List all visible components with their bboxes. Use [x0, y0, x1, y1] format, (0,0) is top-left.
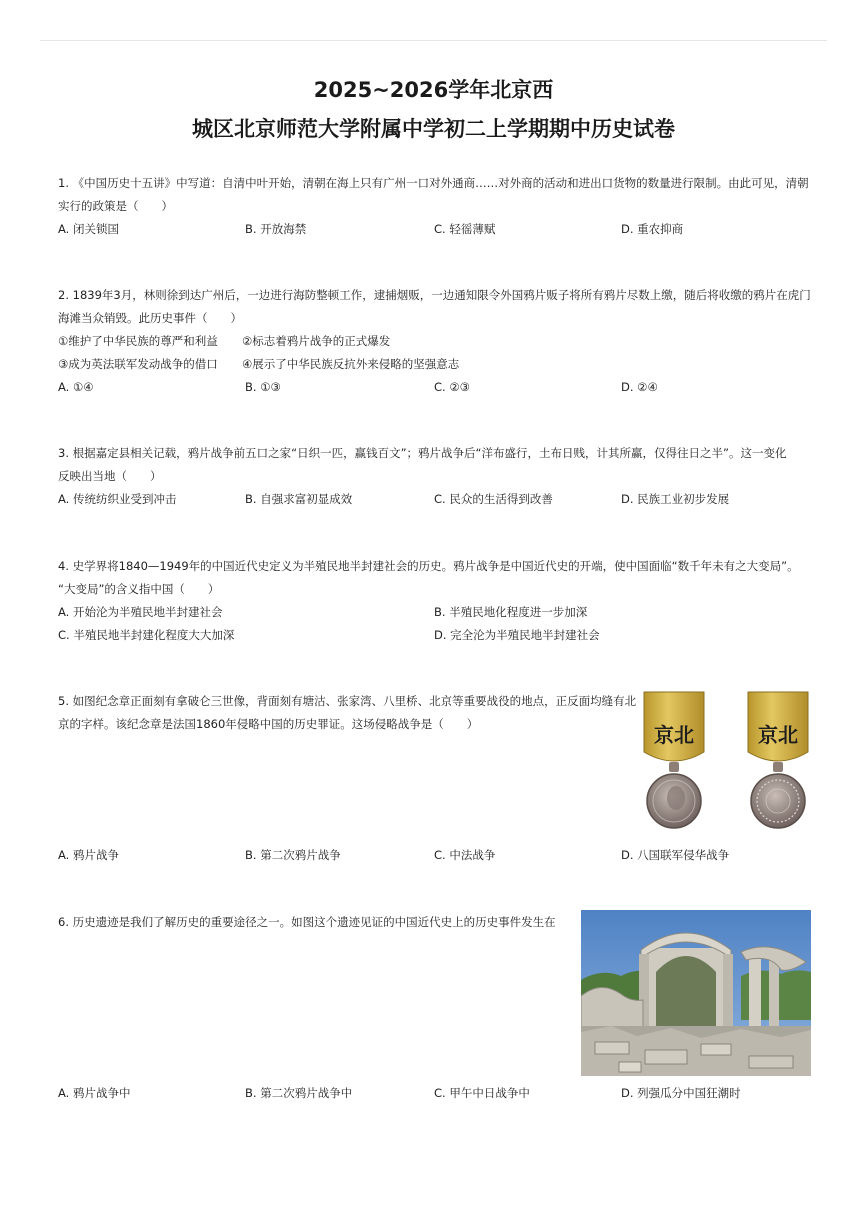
option-d[interactable]: D. 完全沦为半殖民地半封建社会 — [434, 628, 600, 642]
question-2-items-row2 — [58, 353, 815, 376]
question-1-stem-line2: 实行的政策是（ ） — [58, 199, 173, 213]
option-b[interactable]: B. 第二次鸦片战争中 — [245, 1086, 353, 1100]
question-4-options-row1 — [58, 601, 815, 624]
question-4 — [58, 555, 815, 647]
option-a[interactable]: A. ①④ — [58, 380, 94, 394]
question-6-options — [58, 1082, 815, 1105]
question-1-stem-line1: 1. 《中国历史十五讲》中写道：自清中叶开始，清朝在海上只有广州一口对外通商……对外商的活动和进出口货物的数量进行限制。由此可见，清朝 — [58, 176, 809, 190]
option-b[interactable]: B. 自强求富初显成效 — [245, 492, 353, 506]
statement-4: ④展示了中华民族反抗外来侵略的坚强意志 — [242, 357, 460, 371]
option-c[interactable]: C. 轻徭薄赋 — [434, 222, 496, 236]
option-b[interactable]: B. ①③ — [245, 380, 281, 394]
commemorative-medal-image — [640, 688, 812, 836]
question-5-stem-line1: 5. 如图纪念章正面刻有拿破仑三世像，背面刻有塘沽、张家湾、八里桥、北京等重要战役的地点，正反面均缝有北 — [58, 694, 637, 708]
medal-back — [748, 692, 808, 828]
question-3 — [58, 442, 815, 511]
option-b[interactable]: B. 第二次鸦片战争 — [245, 848, 341, 862]
option-d[interactable]: D. ②④ — [621, 380, 658, 394]
question-1-options — [58, 218, 815, 241]
option-b[interactable]: B. 半殖民地化程度进一步加深 — [434, 605, 588, 619]
question-2 — [58, 284, 815, 399]
question-2-options — [58, 376, 815, 399]
option-d[interactable]: D. 重农抑商 — [621, 222, 684, 236]
page-title-line1: 2025~2026学年北京西 — [313, 78, 554, 102]
question-2-items-row1 — [58, 330, 815, 353]
option-a[interactable]: A. 开始沦为半殖民地半封建社会 — [58, 605, 223, 619]
question-4-options-row2 — [58, 624, 815, 647]
option-a[interactable]: A. 闭关锁国 — [58, 222, 119, 236]
option-d[interactable]: D. 列强瓜分中国狂潮时 — [621, 1086, 741, 1100]
header-divider — [40, 40, 827, 41]
option-c[interactable]: C. 甲午中日战争中 — [434, 1086, 530, 1100]
statement-3: ③成为英法联军发动战争的借口 — [58, 357, 218, 371]
question-3-stem-line2: 反映出当地（ ） — [58, 469, 162, 483]
option-d[interactable]: D. 八国联军侵华战争 — [621, 848, 730, 862]
ruins-photo — [581, 910, 811, 1076]
question-4-stem-line1: 4. 史学界将1840—1949年的中国近代史定义为半殖民地半封建社会的历史。鸦片战争是中国近代史的开端，使中国面临“数千年未有之大变局”。 — [58, 559, 799, 573]
statement-2: ②标志着鸦片战争的正式爆发 — [242, 334, 391, 348]
option-c[interactable]: C. 民众的生活得到改善 — [434, 492, 553, 506]
page-title-line2: 城区北京师范大学附属中学初二上学期期中历史试卷 — [192, 117, 675, 141]
question-3-options — [58, 488, 815, 511]
question-1 — [58, 172, 815, 241]
question-3-stem-line1: 3. 根据嘉定县相关记载，鸦片战争前五口之家“日织一匹，赢钱百文”；鸦片战争后“洋布盛行，土布日贱，计其所赢，仅得往日之半”。这一变化 — [58, 446, 787, 460]
question-6-stem-line1: 6. 历史遗迹是我们了解历史的重要途径之一。如图这个遗迹见证的中国近代史上的历史事件发生在 — [58, 915, 556, 929]
medal-front-text: 京北 — [654, 723, 694, 747]
option-c[interactable]: C. 中法战争 — [434, 848, 496, 862]
question-5-options — [58, 844, 815, 867]
statement-1: ①维护了中华民族的尊严和利益 — [58, 334, 218, 348]
option-c[interactable]: C. 半殖民地半封建化程度大大加深 — [58, 628, 235, 642]
option-c[interactable]: C. ②③ — [434, 380, 470, 394]
option-d[interactable]: D. 民族工业初步发展 — [621, 492, 730, 506]
medal-front — [644, 692, 704, 828]
question-5-stem-line2: 京的字样。该纪念章是法国1860年侵略中国的历史罪证。这场侵略战争是（ ） — [58, 717, 479, 731]
question-6-options-block — [58, 1082, 815, 1105]
question-4-stem-line2: “大变局”的含义指中国（ ） — [58, 582, 220, 596]
option-b[interactable]: B. 开放海禁 — [245, 222, 307, 236]
question-2-stem-line1: 2. 1839年3月，林则徐到达广州后，一边进行海防整顿工作，逮捕烟贩，一边通知限令外国鸦片贩子将所有鸦片尽数上缴，随后将收缴的鸦片在虎门 — [58, 288, 811, 302]
option-a[interactable]: A. 鸦片战争中 — [58, 1086, 131, 1100]
option-a[interactable]: A. 传统纺织业受到冲击 — [58, 492, 177, 506]
medal-back-text: 京北 — [758, 723, 798, 747]
question-5-options-block — [58, 844, 815, 867]
option-a[interactable]: A. 鸦片战争 — [58, 848, 119, 862]
question-2-stem-line2: 海滩当众销毁。此历史事件（ ） — [58, 311, 242, 325]
